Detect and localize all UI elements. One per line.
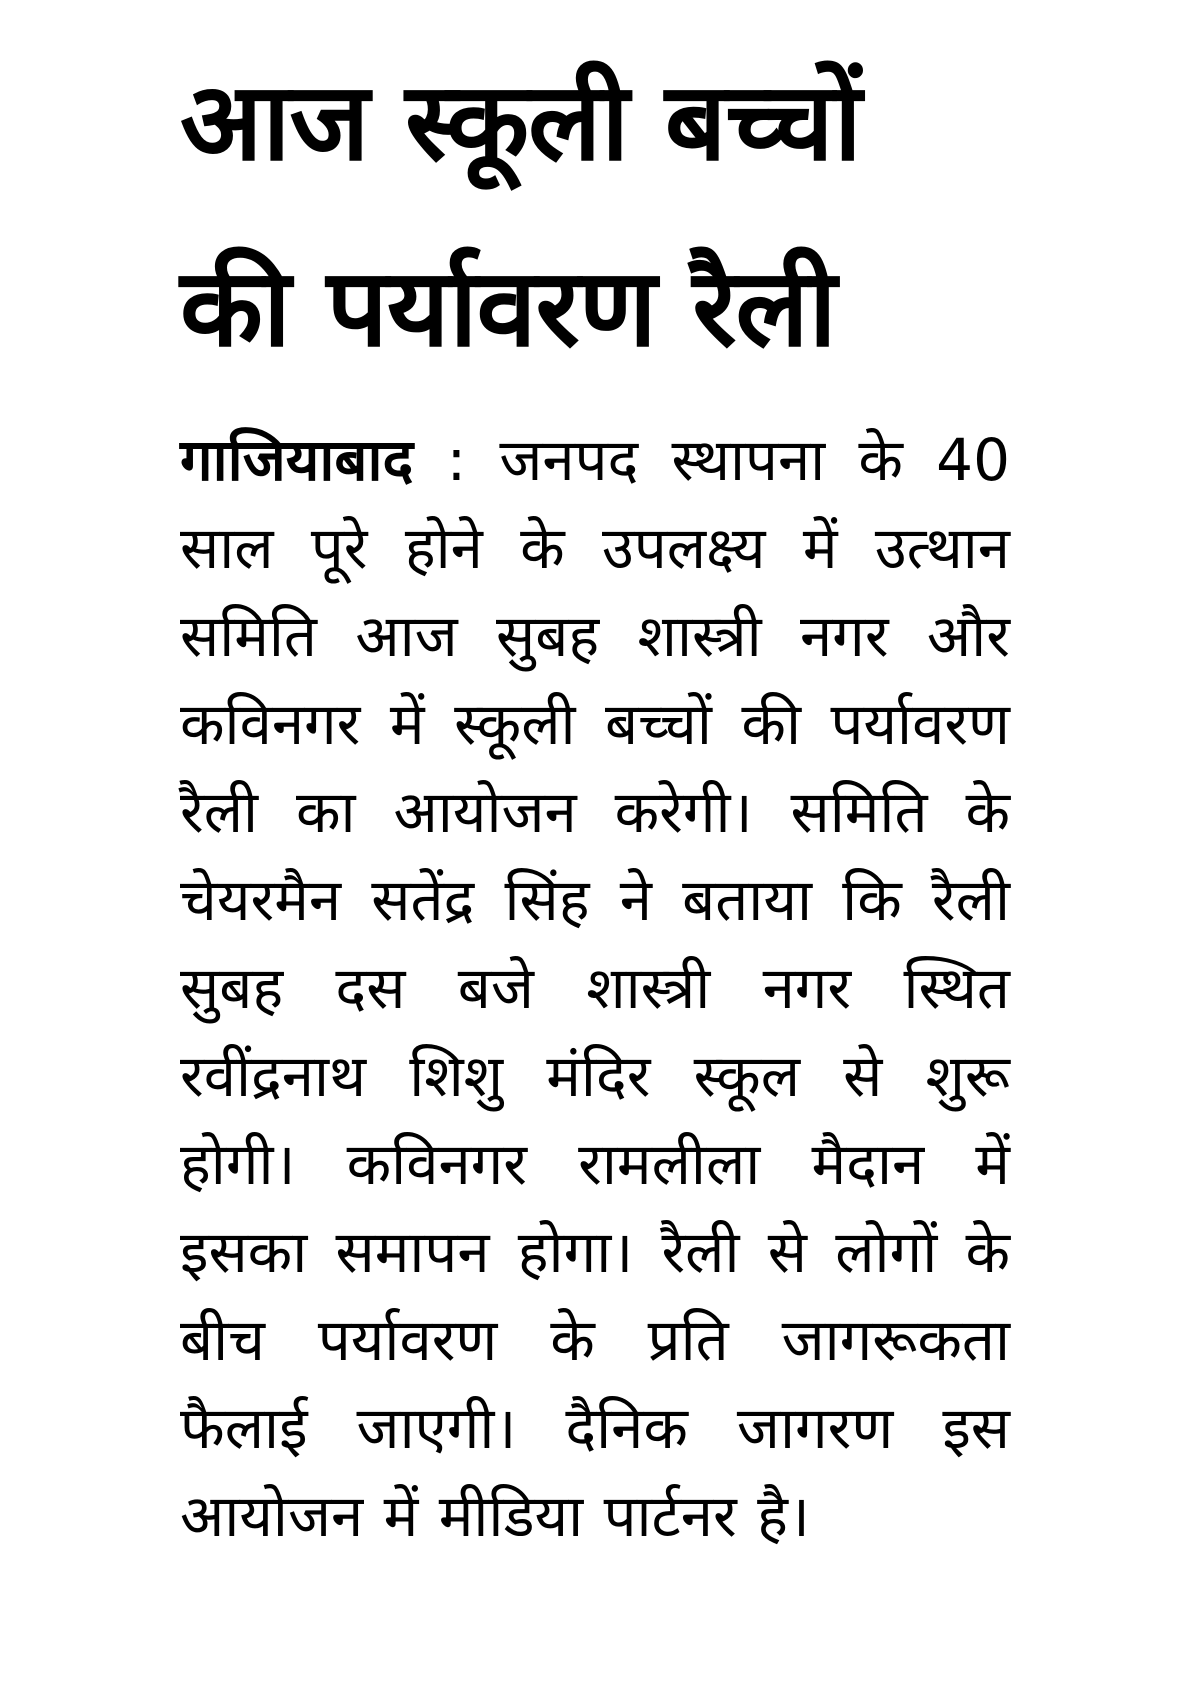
- headline: [180, 30, 1010, 402]
- dateline-separator: :: [413, 426, 500, 494]
- article-text: जनपद स्थापना के 40 साल पूरे होने के उपलक्ष्य में उत्थान समिति आज सुबह शास्त्री नगर और कविनगर में स्कूली बच्चों की पर्यावरण रैली का आयोजन करेगी। समिति के चेयरमैन सतेंद्र सिंह ने बताया कि रैली सुबह दस बजे शास्त्री नगर स्थित रवींद्रनाथ शिशु मंदिर स्कूल से शुरू होगी। कविनगर रामलीला मैदान में इसका समापन होगा। रैली से लोगों के बीच पर्यावरण के प्रति जागरूकता फैलाई जाएगी। दैनिक जागरण इस आयोजन में मीडिया पार्टनर है।: [180, 426, 1010, 1550]
- headline-line-2: की पर्यावरण रैली: [180, 246, 836, 371]
- headline-line-1: आज स्कूली बच्चों: [180, 60, 861, 185]
- dateline: गाजियाबाद: [180, 426, 414, 494]
- article-body: [180, 416, 1010, 1560]
- news-clipping: [180, 30, 1010, 1560]
